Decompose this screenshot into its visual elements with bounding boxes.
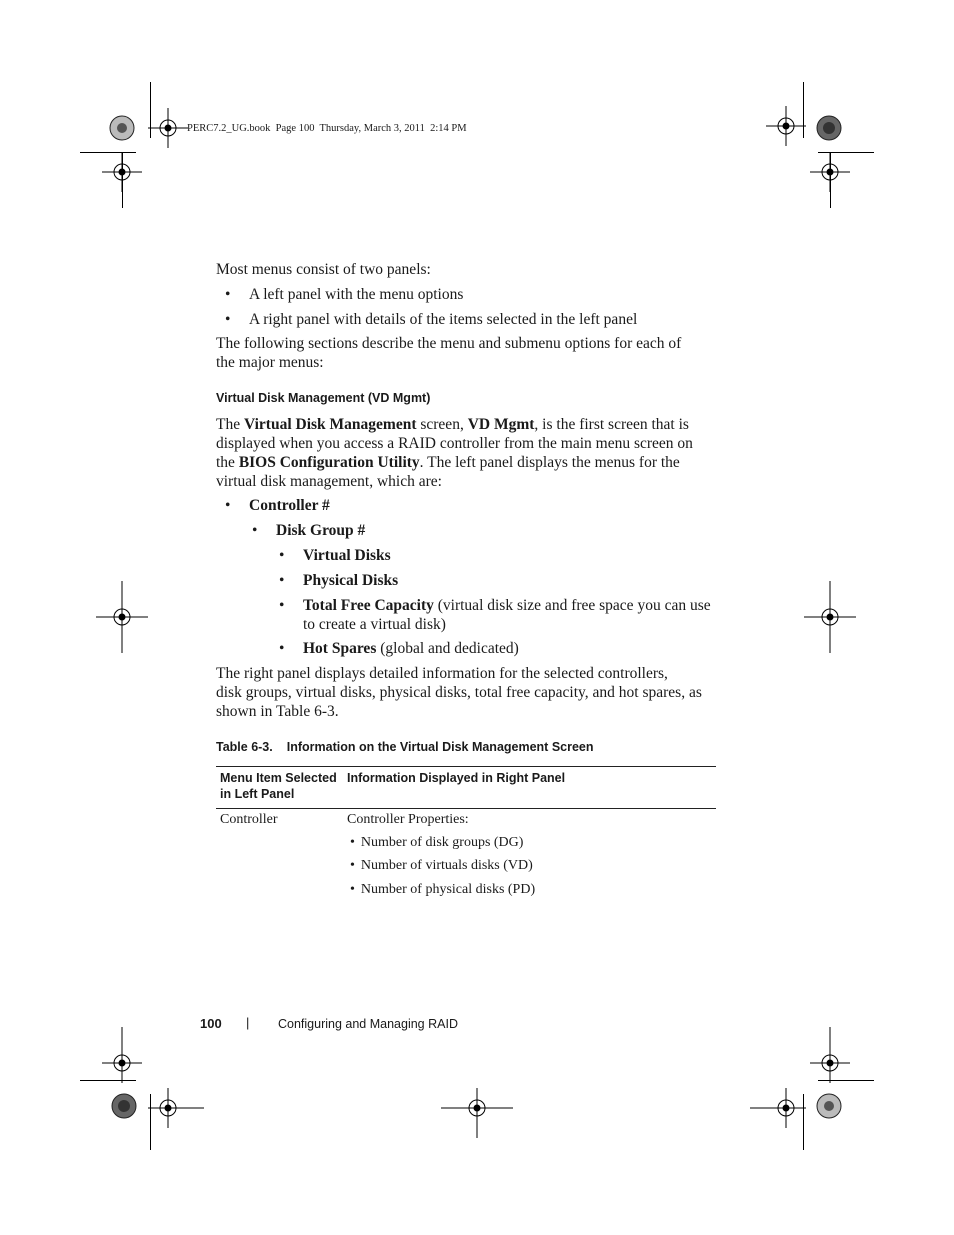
table-caption: Table 6-3. Information on the Virtual Disk Management Screen	[216, 740, 594, 754]
table-header-col1: Menu Item Selected in Left Panel	[220, 771, 337, 801]
starburst-icon	[122, 128, 123, 129]
bullet-icon: •	[350, 835, 355, 850]
table-cell-menu-item: Controller	[220, 812, 278, 827]
table-header-col2: Information Displayed in Right Panel	[347, 771, 566, 785]
registration-target-icon	[122, 1063, 123, 1064]
registration-target-icon	[477, 1108, 478, 1109]
footer-separator: |	[246, 1015, 250, 1030]
bullet-icon: •	[279, 597, 285, 614]
registration-target-icon	[168, 128, 169, 129]
paragraph: The following sections describe the menu and submenu options for each of the major menus:	[216, 335, 682, 371]
bullet-icon: •	[225, 311, 231, 328]
registration-target-icon	[168, 1108, 169, 1109]
bullet-icon: •	[252, 522, 258, 539]
chapter-title: Configuring and Managing RAID	[278, 1017, 458, 1031]
intro-text: Most menus consist of two panels:	[216, 261, 431, 278]
registration-target-icon	[830, 617, 831, 618]
bullet-icon: •	[279, 547, 285, 564]
table-list-item: • Number of physical disks (PD)	[350, 882, 536, 897]
bullet-icon: •	[279, 640, 285, 657]
section-heading: Virtual Disk Management (VD Mgmt)	[216, 391, 431, 405]
bullet-icon: •	[225, 497, 231, 514]
page-number: 100	[200, 1016, 222, 1031]
table-list-item: • Number of disk groups (DG)	[350, 835, 524, 850]
registration-target-icon	[830, 1063, 831, 1064]
bullet-icon: •	[225, 286, 231, 303]
starburst-icon	[829, 1106, 830, 1107]
starburst-icon	[124, 1106, 125, 1107]
paragraph: The Virtual Disk Management screen, VD Mgmt, is the first screen that is displayed when you access a RAID controller from the main menu screen on the BIOS Configuration Utility. The left panel displays the menus for the virtual disk management, which are:	[216, 416, 693, 490]
bullet-icon: •	[279, 572, 285, 589]
table-cell-title: Controller Properties:	[347, 812, 469, 827]
table-list-item: • Number of virtuals disks (VD)	[350, 858, 533, 873]
paragraph: The right panel displays detailed information for the selected controllers, disk groups, virtual disks, physical disks, total free capacity, and hot spares, as shown in Table 6-3.	[216, 665, 702, 720]
starburst-icon	[829, 128, 830, 129]
registration-target-icon	[786, 1108, 787, 1109]
registration-target-icon	[786, 126, 787, 127]
book-slug: PERC7.2_UG.book Page 100 Thursday, March 3, 2011 2:14 PM	[187, 123, 467, 134]
bullet-icon: •	[350, 882, 355, 897]
bullet-icon: •	[350, 858, 355, 873]
registration-target-icon	[122, 617, 123, 618]
